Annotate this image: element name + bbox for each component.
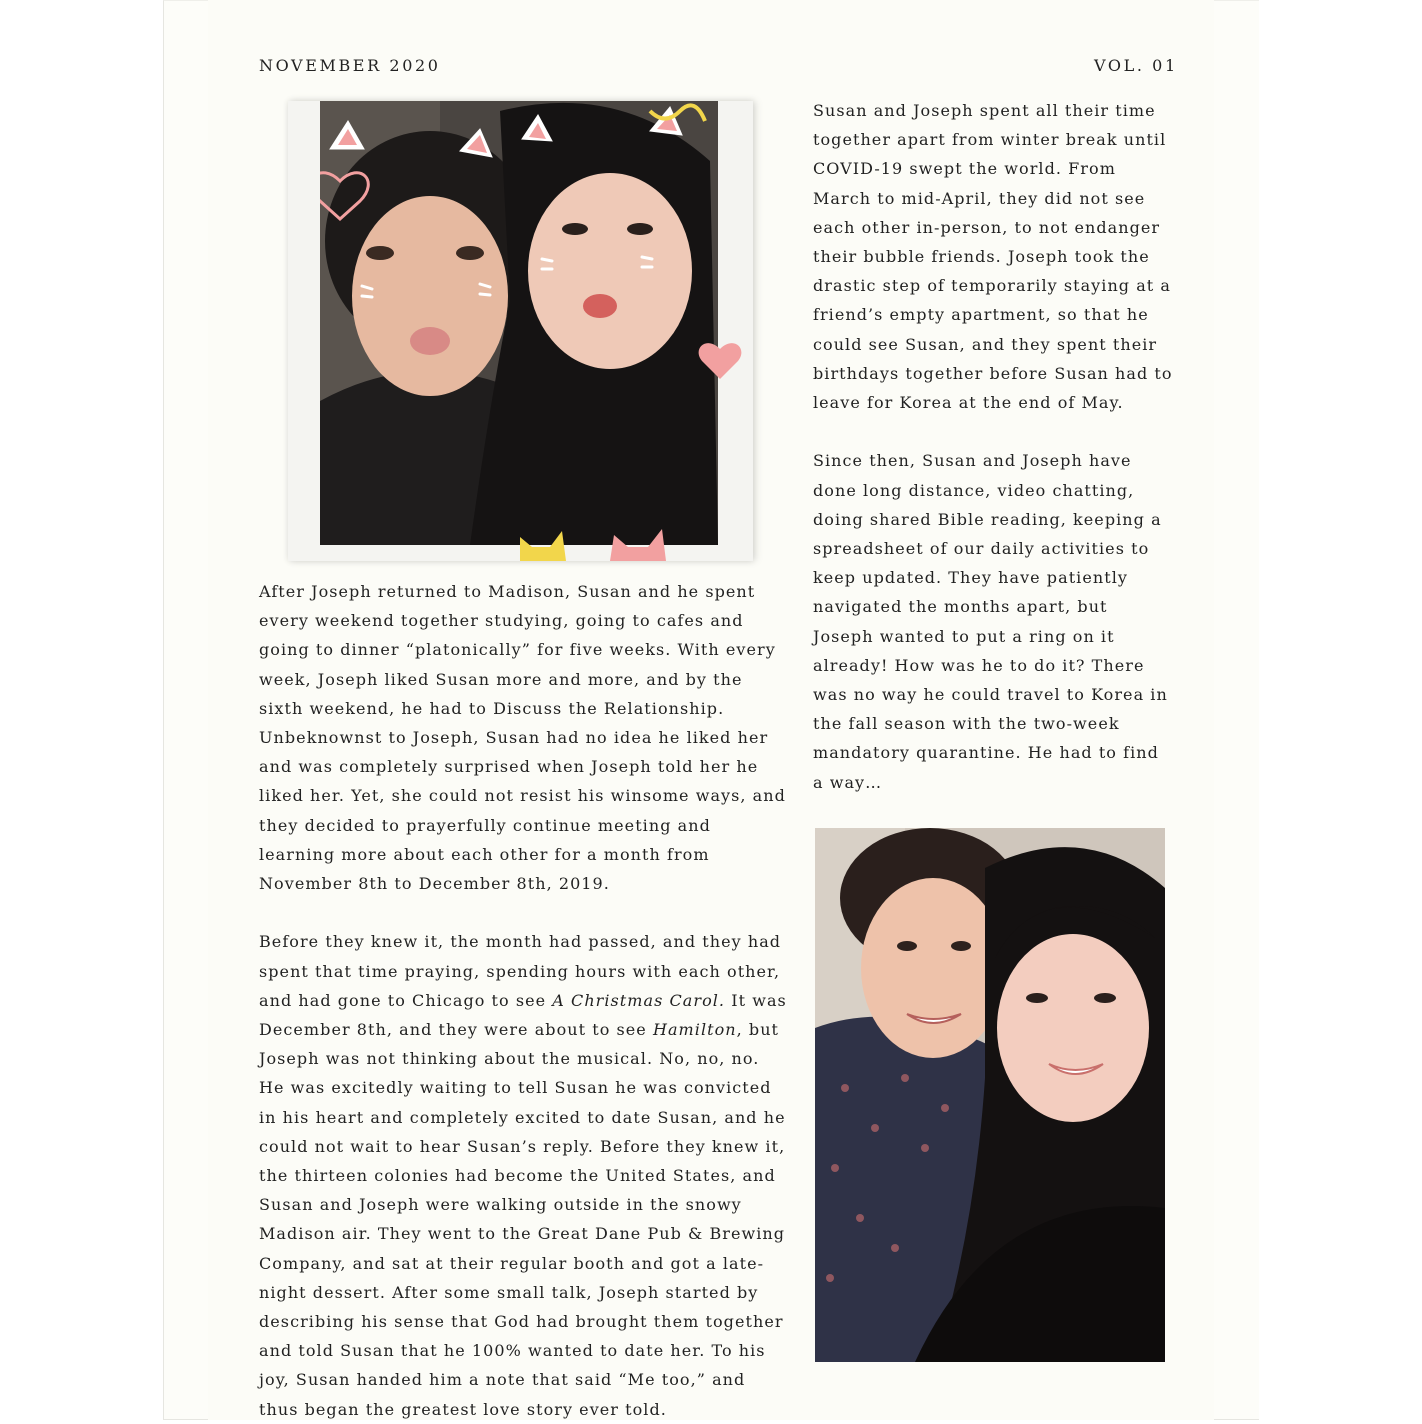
couple-selfie-photo (815, 828, 1165, 1362)
italic-title: A Christmas Carol. (552, 990, 726, 1010)
couple-photo-polaroid (288, 101, 753, 561)
italic-title: Hamilton (652, 1020, 737, 1040)
couple-selfie-cat-filter (320, 101, 718, 545)
issue-volume: VOL. 01 (1094, 56, 1178, 75)
text-run: Before they knew it, the month had passed, and they had spent that time praying, spending hours with each other, and had gone to Chicago to see (259, 932, 782, 1010)
left-column-article (259, 577, 789, 1424)
article-paragraph (259, 927, 789, 1423)
issue-date: NOVEMBER 2020 (259, 56, 441, 75)
heart-sticker-icon (696, 339, 744, 383)
article-paragraph: Since then, Susan and Joseph have done long distance, video chatting, doing shared Bible reading, keeping a spreadsheet of our daily activities to keep updated. They have patiently navigated the months apart, but Joseph wanted to put a ring on it already! How was he to do it? There was no way he could travel to Korea in the fall season with the two-week mandatory quarantine. He had to find a way… (813, 451, 1168, 792)
article-paragraph: After Joseph returned to Madison, Susan and he spent every weekend together studying, going to cafes and going to dinner “platonically” for five weeks. With every week, Joseph liked Susan more and more, and by the sixth weekend, he had to Discuss the Relationship. Unbeknownst to Joseph, Susan had no idea he liked her and was completely surprised when Joseph told her he liked her. Yet, she could not resist his winsome ways, and they decided to prayerfully continue meeting and learning more about each other for a month from November 8th to December 8th, 2019. (259, 582, 786, 894)
cat-heads-sticker-icon (510, 527, 690, 561)
text-run: It was December 8th, and they were about to see (259, 990, 787, 1040)
article-paragraph: Susan and Joseph spent all their time together apart from winter break until COVID-19 swept the world. From March to mid-April, they did not see each other in-person, to not endanger their bubble friends. Joseph took the drastic step of temporarily staying at a friend’s empty apartment, so that he could see Susan, and they spent their birthdays together before Susan had to leave for Korea at the end of May. (813, 101, 1173, 413)
text-run: , but Joseph was not thinking about the musical. No, no, no. He was excitedly waiting to tell Susan he was convicted in his heart and completely excited to date Susan, and he could not wait to hear Susan’s reply. Before they knew it, the thirteen colonies had become the United States, and Susan and Joseph were walking outside in the snowy Madison air. They went to the Great Dane Pub & Brewing Company, and sat at their regular booth and got a late-night dessert. After some small talk, Joseph started by describing his sense that God had brought them together and told Susan that he 100% wanted to date her. To his joy, Susan handed him a note that said “Me too,” and thus began the greatest love story ever told. (259, 1020, 786, 1419)
right-column-article (813, 96, 1173, 797)
